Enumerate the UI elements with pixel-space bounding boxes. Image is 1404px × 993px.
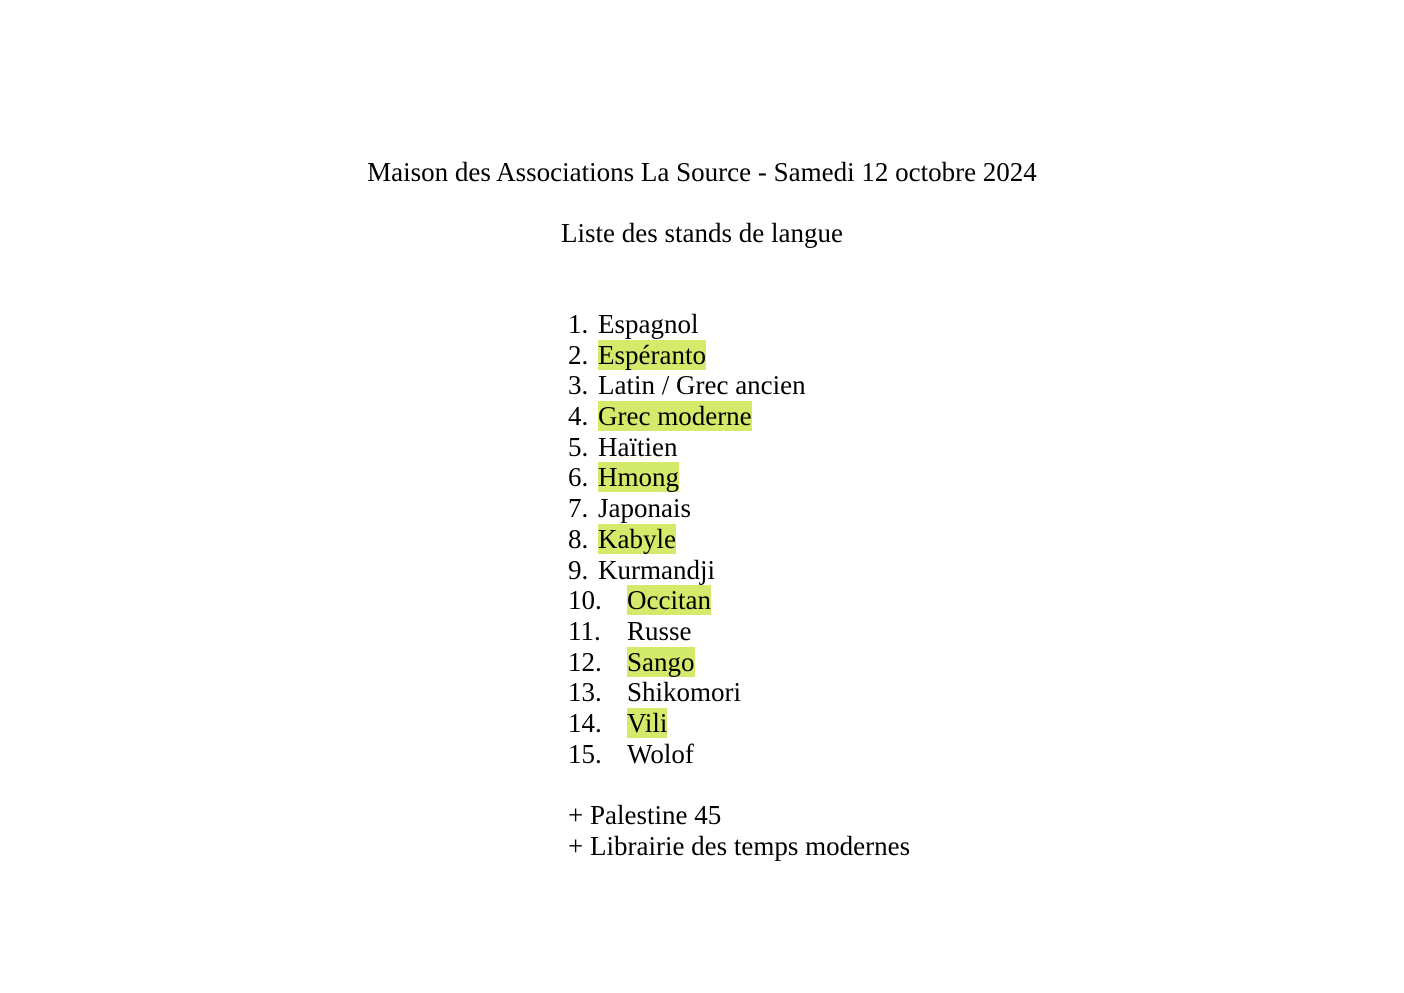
language-list: [568, 309, 806, 769]
list-item: [568, 616, 806, 647]
list-item-number: 5.: [568, 431, 589, 462]
list-item-label: Espagnol: [598, 309, 699, 339]
list-item: [568, 647, 806, 678]
list-item: [568, 708, 806, 739]
list-item-number: 1.: [568, 309, 589, 339]
list-item-label: Grec moderne: [598, 401, 752, 432]
list-item: [568, 340, 806, 371]
list-item: [568, 462, 806, 493]
list-item-number: 9.: [568, 554, 589, 585]
list-item: [568, 370, 806, 401]
page-subtitle: Liste des stands de langue: [561, 218, 843, 248]
list-item-label: Occitan: [627, 585, 711, 616]
list-item-label: Vili: [627, 707, 668, 738]
list-item: [568, 739, 806, 770]
extra-stands: [568, 800, 910, 861]
list-item-number: 15.: [568, 738, 602, 769]
list-item-label: Japonais: [598, 493, 691, 524]
list-item-number: 12.: [568, 646, 602, 677]
list-item-label: Wolof: [627, 738, 694, 769]
list-item-label: Shikomori: [627, 677, 742, 708]
extra-stand-librairie: + Librairie des temps modernes: [568, 830, 911, 861]
list-item: [568, 555, 806, 586]
list-item-number: 14.: [568, 707, 602, 738]
list-item-label: Sango: [627, 646, 695, 677]
list-item: [568, 524, 806, 555]
list-item-label: Latin / Grec ancien: [598, 370, 806, 401]
list-item-number: 8.: [568, 523, 589, 554]
list-item-number: 7.: [568, 493, 589, 524]
list-item-label: Hmong: [598, 462, 679, 493]
list-item: [568, 585, 806, 616]
extra-stand-palestine: + Palestine 45: [568, 800, 722, 830]
page-title: Maison des Associations La Source - Samedi 12 octobre 2024: [367, 157, 1037, 187]
list-item-number: 4.: [568, 401, 589, 432]
list-item-label: Kabyle: [598, 523, 676, 554]
list-item: [568, 677, 806, 708]
list-item-label: Russe: [627, 615, 692, 646]
list-item-number: 11.: [568, 615, 601, 646]
list-item: [568, 432, 806, 463]
list-item-label: Haïtien: [598, 431, 678, 462]
list-item-number: 6.: [568, 462, 589, 493]
list-item-number: 13.: [568, 677, 602, 708]
list-item: [568, 493, 806, 524]
list-item-number: 2.: [568, 339, 589, 370]
list-item-label: Espéranto: [598, 339, 706, 370]
list-item-number: 10.: [568, 585, 602, 616]
list-item: [568, 309, 806, 340]
list-item-number: 3.: [568, 370, 589, 401]
list-item: [568, 401, 806, 432]
list-item-label: Kurmandji: [598, 554, 715, 585]
